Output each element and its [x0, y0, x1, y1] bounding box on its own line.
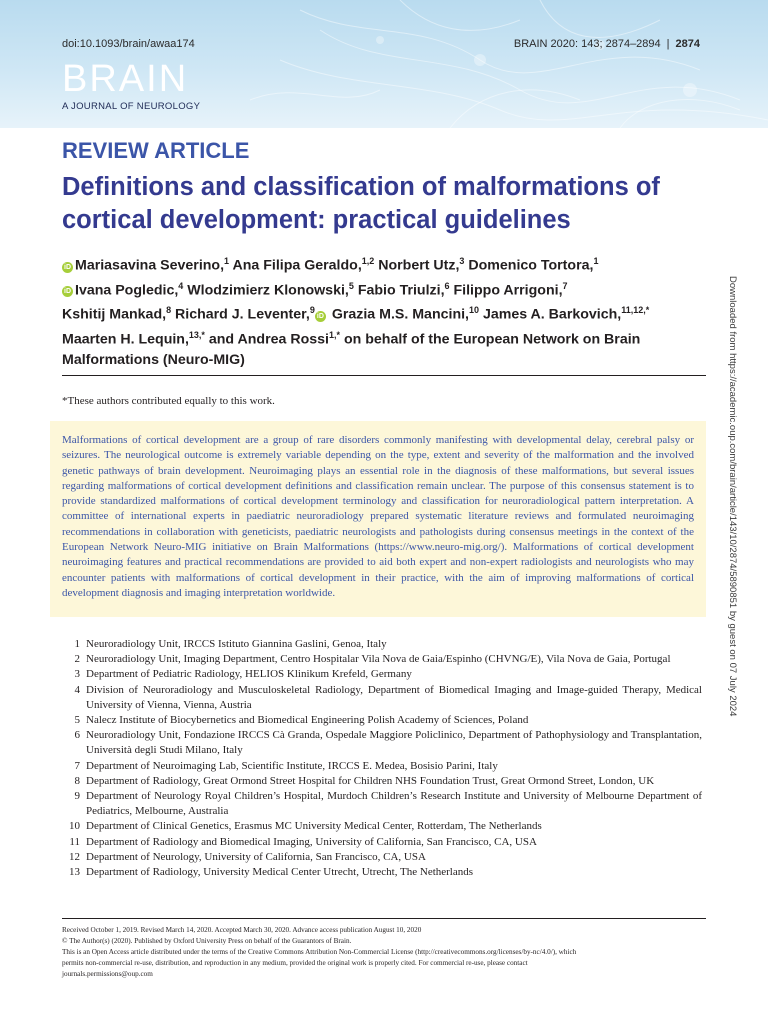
doi[interactable]: doi:10.1093/brain/awaa174 — [62, 38, 195, 50]
affiliation-text: Department of Radiology, University Medical Center Utrecht, Utrecht, The Netherlands — [86, 866, 474, 879]
affiliation-marker: 13,* — [188, 330, 205, 341]
article-type: REVIEW ARTICLE — [62, 138, 250, 163]
affiliation-marker: 1 — [224, 256, 230, 266]
affiliation-number: 1 — [74, 638, 80, 650]
affiliation-marker: 9 — [309, 305, 315, 316]
affiliation-text: Department of Neurology, University of California, San Francisco, CA, USA — [86, 850, 426, 863]
abstract-box — [50, 421, 706, 617]
author-name: Wlodzimierz Klonowski, — [183, 282, 349, 299]
affiliation-text: Neuroradiology Unit, IRCCS Istituto Giannina Gaslini, Genoa, Italy — [86, 638, 387, 650]
author-name: Ivana Pogledic, — [75, 282, 179, 299]
affiliation-marker: 10 — [469, 305, 480, 316]
affiliation-number: 13 — [69, 866, 80, 879]
download-note: Downloaded from https://academic.oup.com/brain/article/143/10/2874/5890851 by guest on 07 July 2024 — [727, 276, 738, 717]
footer-divider — [62, 918, 706, 919]
author-name: and Andrea Rossi — [204, 331, 329, 348]
affiliation-list — [62, 637, 702, 880]
affiliation-marker: 3 — [459, 256, 465, 266]
affiliation-text: Neuroradiology Unit, Imaging Department, Centro Hospitalar Vila Nova de Gaia/Espinho (CHVNG/E), Vila Nova de Gaia, Portugal — [86, 653, 671, 666]
citation — [514, 38, 700, 50]
license-line-1: This is an Open Access article distributed under the terms of the Creative Commons Attribution Non-Commercial License (http://creativecommons.org/licenses/by-nc/4.0/), which — [62, 948, 577, 956]
author-name: Norbert Utz, — [374, 257, 460, 274]
affiliation-marker: 11,12,* — [621, 305, 650, 316]
affiliation-marker: 7 — [562, 280, 568, 291]
affiliation-marker: 6 — [444, 280, 450, 291]
affiliation-item — [62, 667, 702, 682]
license-line-2: permits non-commercial re-use, distribution, and reproduction in any medium, provided the original work is properly cited. For commercial re-use, please contact — [62, 959, 528, 967]
author-name: Richard J. Leventer, — [171, 307, 310, 324]
author-name: Maarten H. Lequin, — [62, 331, 189, 348]
license-line-3[interactable]: journals.permissions@oup.com — [62, 970, 153, 978]
affiliation-text: Department of Pediatric Radiology, HELIOS Klinikum Krefeld, Germany — [86, 668, 412, 681]
author-line — [62, 350, 702, 370]
affiliation-number: 7 — [74, 759, 80, 772]
abstract-text: Malformations of cortical development are a group of rare disorders commonly manifesting with developmental delay, cerebral palsy or seizures. The neurological outcome is extremely variable depending on the type, extent and severity of the malformation and the involved genetic pathways of brain development. Neuroimaging plays an essential role in the diagnosis of these malformations, but several issues regarding malformations of cortical development definitions and classification remain unclear. The purpose of this consensus statement is to provide standardized malformations of cortical development terminology and classification for neuroradiological pattern interpretation. A committee of international experts in paediatric neuroradiology prepared systematic literature reviews and formulated neuroimaging recommendations in collaboration with geneticists, paediatric neurologists and pathologists during consensus meetings in the context of the European Network Neuro-MIG initiative on Brain Malformations (https://www.neuro-mig.org/). Malformations of cortical development neuroimaging features and practical recommendations are provided to aid both expert and non-expert radiologists and neurologists who may encounter patients with malformations of cortical development in their practice, with the aim of improving malformations of cortical development diagnosis and imaging interpretation worldwide. — [62, 434, 694, 599]
affiliation-text: Department of Clinical Genetics, Erasmus MC University Medical Center, Rotterdam, The Netherlands — [86, 820, 542, 833]
received-dates: Received October 1, 2019. Revised March 14, 2020. Accepted March 30, 2020. Advance access publication August 10, 2020 — [62, 926, 422, 934]
author-list — [62, 251, 702, 370]
author-name: Domenico Tortora, — [464, 257, 594, 274]
affiliation-number: 11 — [69, 835, 80, 848]
affiliation-number: 12 — [69, 850, 80, 863]
journal-subtitle: A JOURNAL OF NEUROLOGY — [62, 101, 201, 112]
citation-divider: | — [666, 38, 670, 50]
author-name: James A. Barkovich, — [479, 307, 622, 324]
author-line — [62, 300, 702, 325]
affiliation-text: Neuroradiology Unit, Fondazione IRCCS Cà Granda, Ospedale Maggiore Policlinico, Department of Pathophysiology and Transplantation, Università degli Studi Milano, Italy — [86, 729, 702, 757]
affiliation-text: Department of Neurology Royal Children’s Hospital, Murdoch Children’s Research Institute and University of Melbourne Department of Pediatrics, Melbourne, Australia — [86, 790, 702, 818]
affiliation-text: Department of Neuroimaging Lab, Scientific Institute, IRCCS E. Medea, Bosisio Parini, Italy — [86, 759, 498, 772]
affiliation-number: 3 — [74, 668, 80, 681]
affiliation-number: 10 — [69, 820, 80, 833]
affiliation-marker: 4 — [178, 280, 184, 291]
equal-contribution-note: *These authors contributed equally to this work. — [62, 395, 275, 407]
orcid-icon[interactable]: iD — [64, 263, 71, 271]
affiliation-marker: 1,2 — [361, 256, 375, 266]
affiliation-number: 6 — [74, 729, 80, 742]
author-line — [62, 325, 702, 350]
article-title: Definitions and classification of malformations of cortical development: practical guidelines — [62, 173, 660, 234]
affiliation-text: Division of Neuroradiology and Musculoskeletal Radiology, Department of Biomedical Imaging and Image-guided Therapy, Medical University of Vienna, Vienna, Austria — [86, 683, 702, 711]
author-name: Fabio Triulzi, — [353, 282, 445, 299]
journal-logo: BRAIN — [62, 58, 189, 100]
orcid-icon[interactable]: iD — [64, 288, 71, 296]
affiliation-text: Nalecz Institute of Biocybernetics and Biomedical Engineering Polish Academy of Sciences, Poland — [86, 714, 529, 727]
affiliation-number: 8 — [74, 774, 80, 787]
affiliation-item — [62, 652, 702, 667]
affiliation-marker: 1 — [593, 256, 599, 266]
author-name: Malformations (Neuro-MIG) — [62, 351, 245, 368]
affiliation-item — [62, 728, 702, 758]
citation-text: BRAIN 2020: 143; 2874–2894 — [513, 38, 661, 50]
affiliation-text: Department of Radiology and Biomedical Imaging, University of California, San Francisco, CA, USA — [86, 835, 537, 848]
affiliation-item — [62, 683, 702, 713]
affiliation-number: 4 — [74, 683, 80, 696]
author-name: Kshitij Mankad, — [62, 307, 167, 324]
affiliation-text: Department of Radiology, Great Ormond Street Hospital for Children NHS Foundation Trust, Great Ormond Street, London, UK — [86, 774, 655, 787]
author-line — [62, 251, 702, 276]
affiliation-number: 2 — [74, 653, 80, 666]
page-number: 2874 — [675, 38, 700, 50]
footer — [62, 925, 702, 980]
journal-banner — [0, 0, 768, 128]
author-name: on behalf of the European Network on Brain — [340, 331, 641, 348]
author-name: Ana Filipa Geraldo, — [229, 257, 362, 274]
author-name: Filippo Arrigoni, — [449, 282, 563, 299]
affiliation-item — [62, 850, 702, 865]
affiliation-item — [62, 774, 702, 789]
affiliation-item — [62, 865, 702, 880]
affiliation-number: 5 — [74, 714, 80, 727]
affiliation-number: 9 — [74, 790, 80, 803]
affiliation-item — [62, 713, 702, 728]
copyright: © The Author(s) (2020). Published by Oxford University Press on behalf of the Guarantors of Brain. — [62, 937, 352, 945]
affiliation-item — [62, 819, 702, 834]
orcid-icon[interactable]: iD — [316, 313, 324, 321]
author-line — [62, 276, 702, 301]
affiliation-marker: 8 — [166, 305, 172, 316]
author-name: Mariasavina Severino, — [75, 257, 225, 274]
affiliation-marker: 5 — [348, 280, 354, 291]
author-name: Grazia M.S. Mancini, — [327, 307, 469, 324]
affiliation-item — [62, 759, 702, 774]
divider — [62, 375, 706, 376]
affiliation-item — [62, 789, 702, 819]
affiliation-marker: 1,* — [328, 330, 340, 341]
affiliation-item — [62, 637, 702, 652]
affiliation-item — [62, 835, 702, 850]
